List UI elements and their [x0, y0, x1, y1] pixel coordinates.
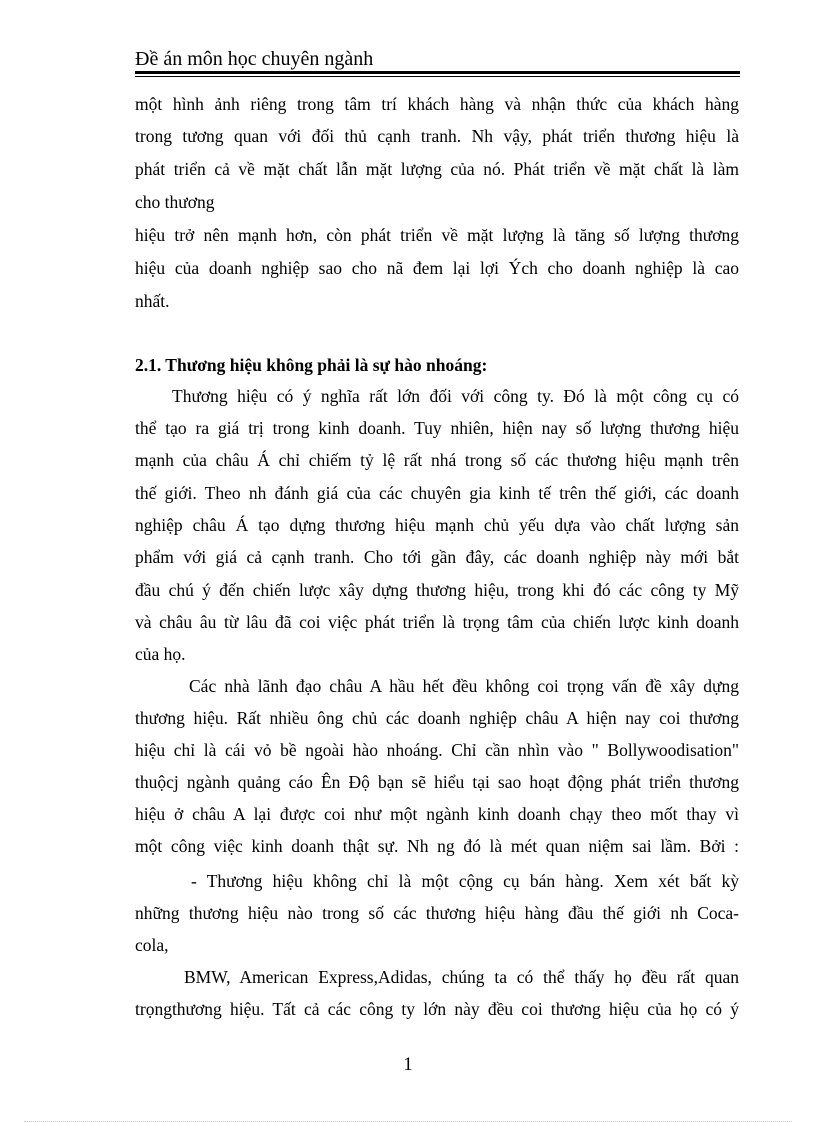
body-line: phát triển cả về mặt chất lẫn mặt lượng của nó. Phát triển về mặt chất là làm: [135, 159, 739, 179]
body-line: đầu chú ý đến chiến lược xây dựng thương hiệu, trong khi đó các công ty Mỹ: [135, 580, 739, 600]
body-line: hiệu của doanh nghiệp sao cho nã đem lại lợi Ých cho doanh nghiệp là cao: [135, 258, 739, 278]
body-line: cho thương: [135, 192, 215, 212]
body-line: - Thương hiệu không chỉ là một cộng cụ bán hàng. Xem xét bất kỳ: [191, 871, 739, 891]
body-line: thuộcj ngành quảng cáo Ên Độ bạn sẽ hiểu tại sao hoạt động phát triển thương: [135, 772, 739, 792]
body-line: nghiệp châu Á tạo dựng thương hiệu mạnh chủ yếu dựa vào chất lượng sản: [135, 515, 739, 535]
body-line: nhất.: [135, 291, 170, 311]
page-header: [135, 46, 740, 76]
section-heading: 2.1. Thương hiệu không phải là sự hào nhoáng:: [135, 355, 488, 375]
body-line: thế giới. Theo nh đánh giá của các chuyên gia kinh tế trên thế giới, các doanh: [135, 483, 739, 503]
body-line: của họ.: [135, 644, 186, 664]
header-rule-thick: [135, 71, 740, 74]
body-line: phẩm với giá cả cạnh tranh. Cho tới gần đây, các doanh nghiệp này mới bắt: [135, 547, 739, 567]
body-line: những thương hiệu nào trong số các thương hiệu hàng đầu thế giới nh Coca-: [135, 903, 739, 923]
body-line: trong tương quan với đối thủ cạnh tranh. Nh vậy, phát triển thương hiệu là: [135, 126, 739, 146]
body-line: hiệu trở nên mạnh hơn, còn phát triển về mặt lượng là tăng số lượng thương: [135, 225, 739, 245]
body-line: Thương hiệu có ý nghĩa rất lớn đối với công ty. Đó là một công cụ có: [172, 386, 739, 406]
body-line: hiệu ở châu A lại được coi như một ngành kinh doanh chạy theo mốt thay vì: [135, 804, 739, 824]
header-rule-thin: [135, 76, 740, 77]
page-bottom-border: [24, 1121, 792, 1122]
body-line: một hình ảnh riêng trong tâm trí khách hàng và nhận thức của khách hàng: [135, 94, 739, 114]
body-line: hiệu chỉ là cái vỏ bề ngoài hào nhoáng. Chỉ cần nhìn vào " Bollywoodisation": [135, 740, 739, 760]
page-number: 1: [403, 1054, 413, 1075]
body-line: BMW, American Express,Adidas, chúng ta có thể thấy họ đều rất quan: [184, 967, 739, 987]
body-line: cola,: [135, 935, 169, 955]
body-line: một công việc kinh doanh thật sự. Nh ng đó là mét quan niệm sai lầm. Bởi :: [135, 836, 739, 856]
body-line: trọngthương hiệu. Tất cả các công ty lớn này đều coi thương hiệu của họ có ý: [135, 999, 739, 1019]
body-line: và châu âu từ lâu đã coi việc phát triển là trọng tâm của chiến lược kinh doanh: [135, 612, 739, 632]
body-line: Các nhà lãnh đạo châu A hầu hết đều không coi trọng vấn đề xây dựng: [189, 676, 739, 696]
body-line: mạnh của châu Á chỉ chiếm tỷ lệ rất nhá trong số các thương hiệu mạnh trên: [135, 450, 739, 470]
body-line: thể tạo ra giá trị trong kinh doanh. Tuy nhiên, hiện nay số lượng thương hiệu: [135, 418, 739, 438]
body-line: thương hiệu. Rất nhiều ông chủ các doanh nghiệp châu A hiện nay coi thương: [135, 708, 739, 728]
header-title: Đề án môn học chuyên ngành: [135, 48, 374, 70]
